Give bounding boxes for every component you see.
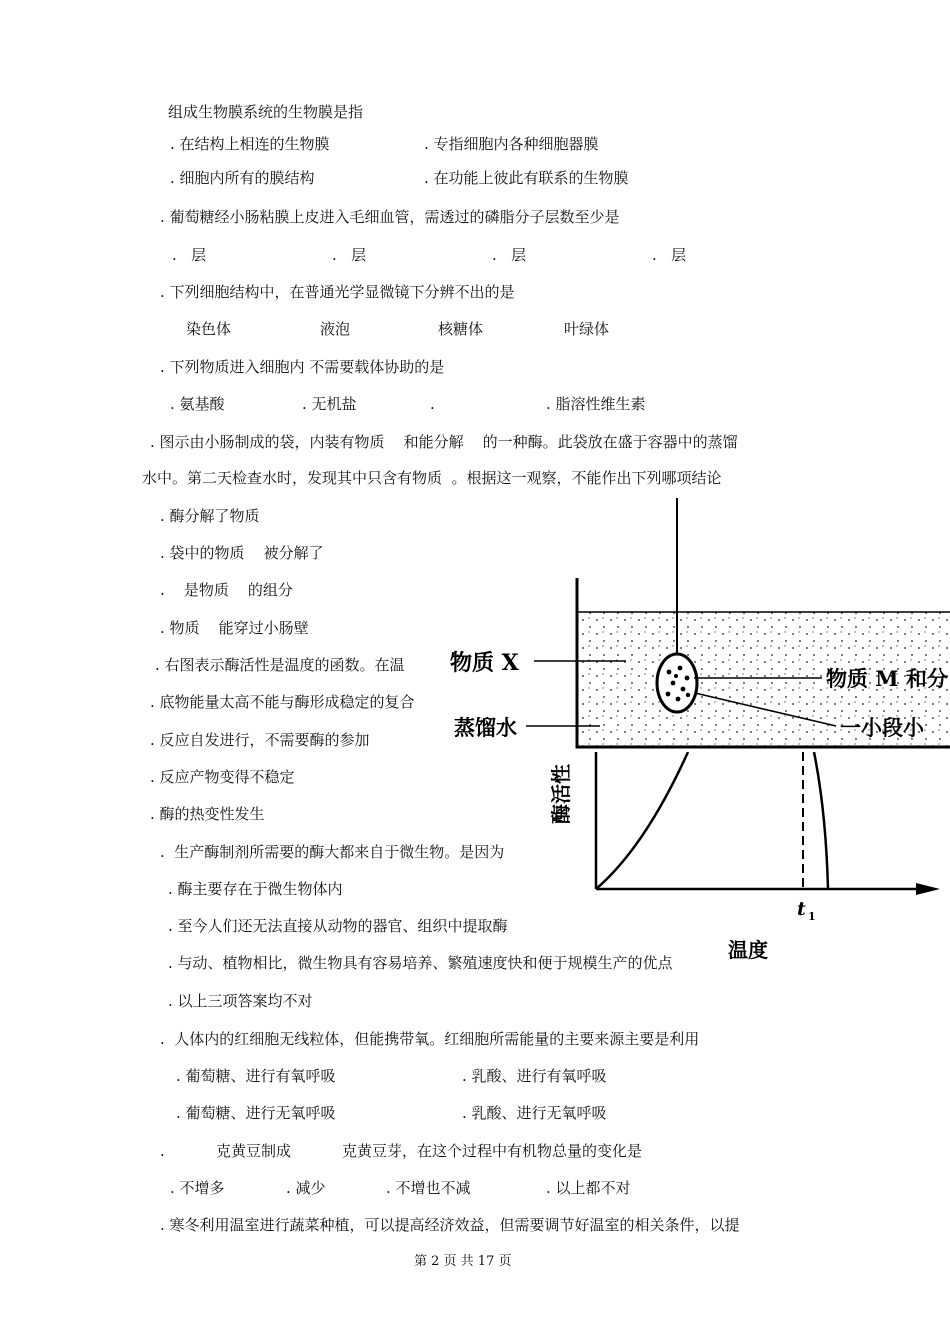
t1-label: t [797, 898, 806, 920]
q9-option-b: . 减少 [286, 1179, 326, 1197]
q7-option-d: . 以上三项答案均不对 [168, 992, 313, 1010]
q3-option-d: 叶绿体 [564, 320, 610, 338]
q6-option-b: . 反应自发进行，不需要酶的参加 [150, 731, 370, 749]
q2-option-b: . 层 [332, 246, 367, 264]
page-number-footer: 第 2 页 共 17 页 [414, 1254, 512, 1269]
q7-stem: . 生产酶制剂所需要的酶大都来自于微生物。是因为 [160, 843, 505, 861]
q3-stem: . 下列细胞结构中，在普通光学显微镜下分辨不出的是 [160, 283, 515, 301]
q7-option-c: . 与动、植物相比，微生物具有容易培养、繁殖速度快和便于规模生产的优点 [168, 954, 673, 972]
q4-option-c: . [430, 395, 435, 413]
q9-option-a: . 不增多 [170, 1179, 225, 1197]
q2-stem: . 葡萄糖经小肠粘膜上皮进入毛细血管，需透过的磷脂分子层数至少是 [160, 208, 620, 226]
q4-stem: . 下列物质进入细胞内 不需要载体协助的是 [160, 358, 445, 376]
q8-option-d: . 乳酸、进行无氧呼吸 [462, 1104, 607, 1122]
q1-option-c: . 细胞内所有的膜结构 [170, 169, 315, 187]
q6-option-a: . 底物能量太高不能与酶形成稳定的复合 [150, 693, 415, 711]
label-substance-m: 物质 M 和分 [826, 666, 948, 691]
q2-option-a: . 层 [172, 246, 207, 264]
q6-stem: . 右图表示酶活性是温度的函数。在温 [155, 656, 405, 674]
q5-stem-1: . 图示由小肠制成的袋，内装有物质 和能分解 的一种酶。此袋放在盛于容器中的蒸馏 [150, 433, 738, 451]
q8-option-c: . 葡萄糖、进行无氧呼吸 [176, 1104, 336, 1122]
q2-option-c: . 层 [492, 246, 527, 264]
q2-option-d: . 层 [652, 246, 687, 264]
q4-option-b: . 无机盐 [302, 395, 357, 413]
q1-option-d: . 在功能上彼此有联系的生物膜 [424, 169, 629, 187]
q5-option-b: . 袋中的物质 被分解了 [160, 544, 324, 562]
q6-option-d: . 酶的热变性发生 [150, 805, 265, 823]
q8-option-b: . 乳酸、进行有氧呼吸 [462, 1067, 607, 1085]
q5-option-d: . 物质 能穿过小肠壁 [160, 619, 309, 637]
q8-option-a: . 葡萄糖、进行有氧呼吸 [176, 1067, 336, 1085]
q4-option-a: . 氨基酸 [170, 395, 225, 413]
q9-option-c: . 不增也不减 [386, 1179, 471, 1197]
q1-stem: 组成生物膜系统的生物膜是指 [168, 103, 364, 121]
enzyme-activity-graph [520, 752, 940, 967]
label-substance-x: 物质 X [450, 650, 519, 676]
q9-stem-1: 克黄豆制成 [216, 1142, 292, 1160]
label-intestine-segment: 一小段小 [840, 715, 924, 740]
q5-option-c: . 是物质 的组分 [160, 581, 293, 599]
q3-option-c: 核糖体 [438, 320, 484, 338]
q7-option-a: . 酶主要存在于微生物体内 [168, 880, 343, 898]
q3-option-a: 染色体 [186, 320, 232, 338]
q1-option-b: . 专指细胞内各种细胞器膜 [424, 135, 599, 153]
q5-stem-2: 水中。第二天检查水时，发现其中只含有物质 。根据这一观察，不能作出下列哪项结论 [142, 469, 722, 487]
q6-option-c: . 反应产物变得不稳定 [150, 768, 295, 786]
t1-subscript: 1 [808, 910, 816, 923]
x-axis-arrow [916, 883, 940, 895]
q3-option-b: 液泡 [320, 320, 351, 338]
q9-option-d: . 以上都不对 [546, 1179, 631, 1197]
q4-option-d: . 脂溶性维生素 [546, 395, 646, 413]
intestine-bag [657, 654, 697, 712]
q7-option-b: . 至今人们还无法直接从动物的器官、组织中提取酶 [168, 917, 508, 935]
x-axis-label: 温度 [728, 938, 768, 962]
q9-stem-2: 克黄豆芽，在这个过程中有机物总量的变化是 [342, 1142, 643, 1160]
intestine-bag-diagram [440, 490, 950, 752]
q10-stem: . 寒冬利用温室进行蔬菜种植，可以提高经济效益，但需要调节好温室的相关条件，以提 [160, 1216, 740, 1234]
q5-option-a: . 酶分解了物质 [160, 507, 260, 525]
activity-falling-curve [814, 752, 828, 889]
label-distilled-water: 蒸馏水 [454, 715, 517, 740]
q8-stem: . 人体内的红细胞无线粒体，但能携带氧。红细胞所需能量的主要来源主要是利用 [160, 1030, 700, 1048]
activity-rising-curve [596, 752, 688, 889]
y-axis-label: 酶活性 [549, 764, 573, 824]
q1-option-a: . 在结构上相连的生物膜 [170, 135, 330, 153]
q9-number: . [160, 1142, 165, 1160]
